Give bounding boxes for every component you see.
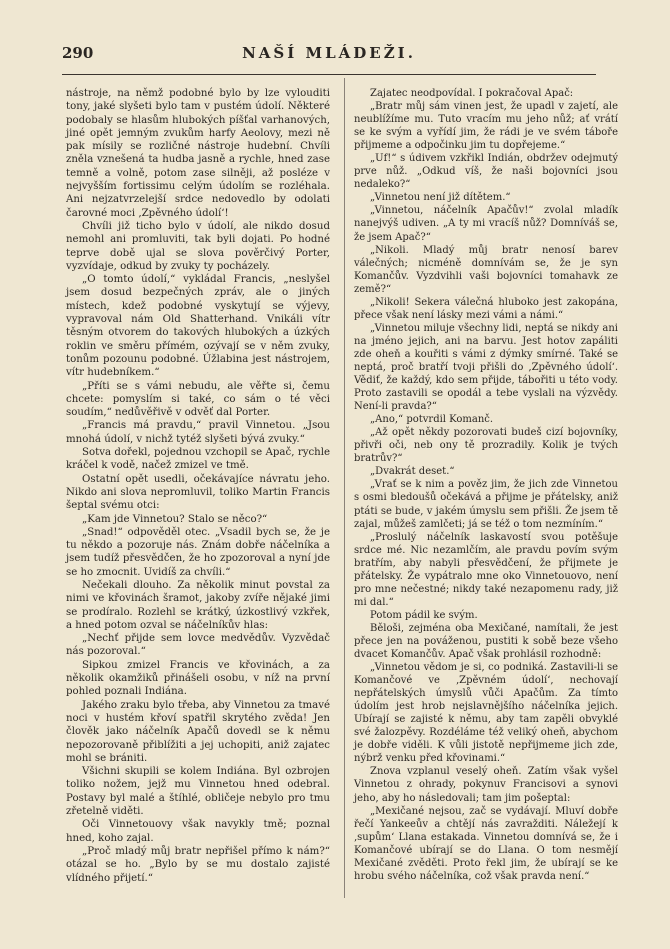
column-divider [344, 78, 345, 898]
paragraph: „Uf!“ s údivem vzkřikl Indián, obdržev odejmutý prve nůž. „Odkud víš, že naši bojovníci jsou nedaleko?“ [354, 153, 618, 191]
right-column [354, 87, 618, 883]
paragraph: „Snad!“ odpověděl otec. „Vsadil bych se, že je tu někdo a pozoruje nás. Znám dobře náčelníka a jsem tudíž přesvědčen, že ho zpozoroval a nyní jde se ho zmocnit. Uvidíš za chvíli.“ [66, 526, 330, 578]
paragraph: Sotva dořekl, pojednou vzchopil se Apač, rychle kráčel k vodě, načež zmizel ve tmě. [66, 447, 330, 472]
paragraph: „Francis má pravdu,“ pravil Vinnetou. „Jsou mnohá údolí, v nichž tytéž slyšeti bývá zvuky.“ [66, 420, 330, 445]
header-rule [62, 74, 596, 75]
paragraph: „Mexičané nejsou, zač se vydávají. Mluví dobře řečí Yankeeův a chtějí nás zavražditi. Náležejí k ‚supům‘ Llana estakada. Vinnetou domnívá se, že i Komančové ubírají se do Llana. O tom nesmějí Mexičané zvěděti. Proto řekl jim, že ubírají se ke hrobu svého náčelníka, což však pravda není.“ [354, 805, 618, 882]
paragraph: „Kam jde Vinnetou? Stalo se něco?“ [82, 513, 268, 525]
paragraph: „Proslulý náčelník laskavostí svou potěšuje srdce mé. Nic nezamlčím, ale pravdu povím svým bratřím, aby nabyli přesvědčení, že přijmete je přátelsky. Že vypátralo mne oko Vinnetouovo, není pro mne nečestné; nikdy také nezapomenu rady, již mi dal.“ [354, 531, 618, 608]
paragraph: Jakého zraku bylo třeba, aby Vinnetou za tmavé noci v hustém křoví spatřil skrytého zvěda! Jen člověk jako náčelník Apačů dovedl se k němu nepozorovaně přiblížiti a jej uchopiti, aniž zajatec mohl se brániti. [66, 699, 330, 764]
page-number: 290 [62, 44, 94, 62]
paragraph: nástroje, na němž podobné bylo by lze vylouditi tony, jaké slyšeti bylo tam v pustém údolí. Některé podobaly se hlasům hlubokých píšťal varhanových, jiné opět jemným zvukům harfy Aeolovy, mezi ně pak mísily se rozličné nástroje hudební. Chvíli zněla vznešená ta hudba jasně a rychle, hned zase temně a volně, potom zase silněji, až posléze v nejvyšším fortissimu celým údolím se rozléhala. Ani nejzatvrzelejší srdce nedovedlo by odolati čarovné moci ‚Zpěvného údolí‘! [66, 88, 330, 219]
left-column [66, 87, 330, 885]
paragraph: „Nikoli. Mladý můj bratr nenosí barev válečných; nicméně domnívám se, že je syn Komančův. Vyzdvihli vaši bojovníci tomahavk ze země?“ [354, 244, 618, 295]
paragraph: Nečekali dlouho. Za několik minut povstal za nimi ve křovinách šramot, jakoby zvíře nějaké jimi se prodíralo. Rozlehl se krátký, úzkostlivý vzkřek, a hned potom ozval se náčelníkův hlas: [66, 579, 330, 631]
paragraph: Běloši, zejména oba Mexičané, namítali, že jest přece jen na pováženou, pustiti k sobě beze všeho dvacet Komančův. Apač však prohlásil rozhodně: [354, 622, 618, 661]
paragraph: „Až opět někdy pozorovati budeš cizí bojovníky, přivři oči, neb ony tě prozradily. Kolik je tvých bratrův?“ [354, 427, 618, 465]
page-header [62, 44, 596, 66]
running-title: NAŠÍ MLÁDEŽI. [242, 44, 416, 62]
paragraph: „Ano,“ potvrdil Komanč. [370, 414, 494, 426]
paragraph: Všichni skupili se kolem Indiána. Byl ozbrojen toliko nožem, jejž mu Vinnetou hned odebral. Postavy byl malé a štíhlé, obličeje nebylo pro tmu zřetelně viděti. [66, 766, 330, 818]
paragraph: „Příti se s vámi nebudu, ale věřte si, čemu chcete: pomyslím si také, co sám o té věci soudím,“ nedůvěřivě v odvěť dal Porter. [66, 380, 330, 419]
paragraph: Chvíli již ticho bylo v údolí, ale nikdo dosud nemohl ani promluviti, tak byli dojati. Po hodné teprve době ujal se slova pověrčivý Porter, vyzvídaje, odkud by zvuky ty pocházely. [66, 220, 330, 272]
paragraph: „Bratr můj sám vinen jest, že upadl v zajetí, ale neublížíme mu. Tuto vracím mu jeho nůž; ať vrátí se ke svým a vyřídí jim, že rádi je ve svém táboře přijmeme a odpočinku jim tu dopřejeme.“ [354, 101, 618, 152]
paragraph: „Nechť přijde sem lovce medvědův. Vyzvědač nás pozoroval.“ [66, 633, 330, 658]
paragraph: Sipkou zmizel Francis ve křovinách, a za několik okamžiků přinášeli osobu, v níž na první pohled poznali Indiána. [66, 659, 330, 698]
paragraph: Znova vzplanul veselý oheň. Zatím však vyšel Vinnetou z ohrady, pokynuv Francisovi a synovi jeho, aby ho následovali; tam jim pošeptal: [354, 766, 618, 804]
paragraph: „O tomto údolí,“ vykládal Francis, „neslyšel jsem dosud bezpečných zpráv, ale o jiných místech, kdež podobné vyskytují se výjevy, vypravoval nám Old Shatterhand. Vnikáli vítr těsným otvorem do takových hlubokých a úzkých roklin ve směru přímém, ozývají se v něm zvuky, tonům pozounu podobné. Úžlabina jest nástrojem, vítr hudebníkem.“ [66, 274, 330, 379]
paragraph: „Proč mladý můj bratr nepřišel přímo k nám?“ otázal se ho. „Bylo by se mu dostalo zajisté vlídného přijetí.“ [66, 845, 330, 884]
paragraph: „Vinnetou vědom je si, co podniká. Zastavili-li se Komančové ve ‚Zpěvném údolí‘, nechovají nepřátelských úmyslů vůči Apačům. Za tímto údolím jest hrob nejslavnějšího náčelníka jejich. Ubírají se zajisté k němu, aby tam zapěli obvyklé své žalozpěvy. Rozdéláme též veliký oheň, abychom je dobře viděli. K vůli jistotě nepřijmeme jich zde, nýbrž venku před křovinami.“ [354, 662, 618, 765]
paragraph: Oči Vinnetouovy však navykly tmě; poznal hned, koho zajal. [66, 819, 330, 844]
paragraph: Ostatní opět usedli, očekávajíce návratu jeho. Nikdo ani slova nepromluvil, toliko Martin Francis šeptal svému otci: [66, 473, 330, 512]
paragraph: „Vrať se k nim a pověz jim, že jich zde Vinnetou s osmi bledoušů očekává a přijme je přátelsky, aniž ptáti se bude, v jakém úmyslu sem přišli. Že jsem tě zajal, můžeš zamlčeti; já se též o tom nezmíním.“ [354, 479, 618, 530]
paragraph: Potom pádil ke svým. [370, 609, 478, 621]
paragraph: „Dvakrát deset.“ [370, 466, 455, 478]
paragraph: Zajatec neodpovídal. I pokračoval Apač: [370, 88, 574, 99]
paragraph: „Vinnetou miluje všechny lidi, neptá se nikdy ani na jméno jejich, ani na barvu. Jest hotov zapáliti zde oheň a kouřiti s vámi z dýmky smírné. Také se neptá, proč bratří tvoji přišli do ‚Zpěvného údolí‘. Vědiť, že každý, kdo sem přijde, tábořiti u této vody. Proto zastavili se opodál a tebe vyslali na výzvědy. Není-li pravda?“ [354, 322, 618, 413]
paragraph: „Nikoli! Sekera válečná hluboko jest zakopána, přece však není lásky mezi vámi a námi.“ [354, 296, 618, 321]
paragraph: „Vinnetou, náčelník Apačův!“ zvolal mladík nanejvýš udiven. „A ty mi vracíš nůž? Domníváš se, že jsem Apač?“ [354, 205, 618, 243]
paragraph: „Vinnetou není již dítětem.“ [370, 192, 511, 204]
